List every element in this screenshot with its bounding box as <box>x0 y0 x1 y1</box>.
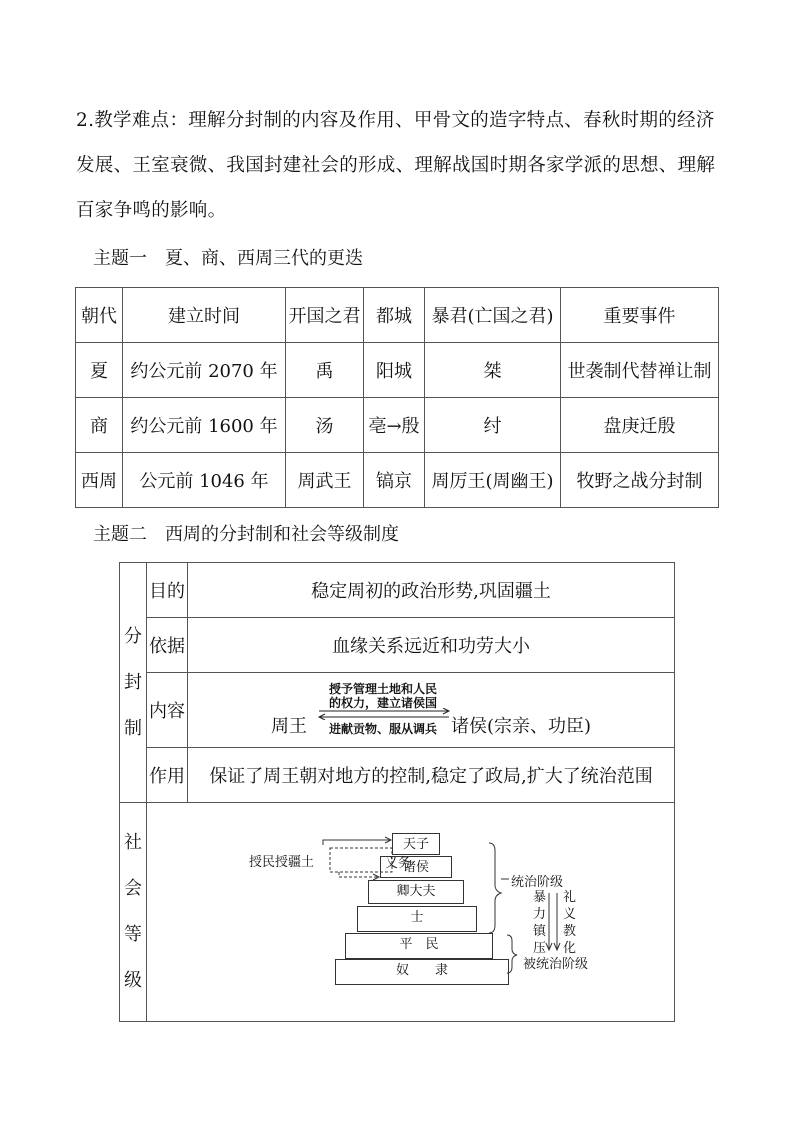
table-cell: 夏 <box>76 343 123 398</box>
table-cell: 纣 <box>425 398 561 453</box>
header-cell: 朝代 <box>76 288 123 343</box>
theme2-heading: 主题二 西周的分封制和社会等级制度 <box>93 524 399 545</box>
table-cell: 盘庚迁殷 <box>561 398 719 453</box>
row-value: 稳定周初的政治形势,巩固疆土 <box>188 563 675 618</box>
ruled-class-label: 被统治阶级 <box>523 957 589 972</box>
vertical-char: 力 <box>533 907 547 922</box>
header-cell: 重要事件 <box>561 288 719 343</box>
level-nuli: 奴 隶 <box>335 959 509 985</box>
table-cell: 镐京 <box>364 453 425 508</box>
table-cell: 约公元前 2070 年 <box>123 343 286 398</box>
table-cell: 周厉王(周幽王) <box>425 453 561 508</box>
ruling-class-label: 统治阶级 <box>511 875 564 890</box>
header-cell: 暴君(亡国之君) <box>425 288 561 343</box>
vertical-char: 化 <box>563 941 577 956</box>
vertical-char: 制 <box>124 717 142 739</box>
hierarchy-arrows-icon <box>147 803 701 1021</box>
level-pingmin: 平 民 <box>345 933 493 959</box>
table-cell: 商 <box>76 398 123 453</box>
table-row <box>120 563 675 618</box>
duty-label: 义务 <box>385 856 412 871</box>
theme1-heading: 主题一 夏、商、西周三代的更迭 <box>93 248 363 269</box>
table-header-row <box>76 288 719 343</box>
table-cell: 周武王 <box>286 453 364 508</box>
table-cell: 约公元前 1600 年 <box>123 398 286 453</box>
table-row <box>120 618 675 673</box>
table-cell: 汤 <box>286 398 364 453</box>
vertical-char: 封 <box>124 671 142 693</box>
shoumin-label: 授民授疆土 <box>249 855 315 870</box>
dynasty-table <box>75 287 719 508</box>
header-cell: 开国之君 <box>286 288 364 343</box>
grant-text-line2: 的权力，建立诸侯国 <box>328 696 437 710</box>
row-value: 血缘关系远近和功劳大小 <box>188 618 675 673</box>
vertical-char: 义 <box>563 907 577 922</box>
table-cell: 桀 <box>425 343 561 398</box>
table-cell: 公元前 1046 年 <box>123 453 286 508</box>
vertical-char: 会 <box>124 878 142 899</box>
table-cell: 亳→殷 <box>364 398 425 453</box>
table-cell: 牧野之战分封制 <box>561 453 719 508</box>
row-label: 依据 <box>147 618 188 673</box>
violence-column <box>533 889 546 957</box>
fengjian-table <box>119 562 675 1022</box>
table-row <box>120 748 675 803</box>
table-cell: 阳城 <box>364 343 425 398</box>
etiquette-column <box>563 889 576 957</box>
header-cell: 都城 <box>364 288 425 343</box>
table-row <box>76 453 719 508</box>
vertical-char: 镇 <box>533 924 547 939</box>
vertical-char: 教 <box>563 924 577 939</box>
row-label: 内容 <box>147 673 188 748</box>
grant-text-line1: 授予管理土地和人民 <box>328 682 437 696</box>
vertical-char: 等 <box>124 924 142 945</box>
social-hierarchy-diagram <box>147 803 675 1022</box>
double-arrow-icon <box>317 708 451 720</box>
table-cell: 世袭制代替禅让制 <box>561 343 719 398</box>
row-value: 保证了周王朝对地方的控制,稳定了政局,扩大了统治范围 <box>188 748 675 803</box>
zhuhou-label: 诸侯(宗亲、功臣) <box>451 716 592 737</box>
table-cell: 禹 <box>286 343 364 398</box>
row-label: 目的 <box>147 563 188 618</box>
table-row <box>120 673 675 748</box>
table-row <box>76 343 719 398</box>
header-cell: 建立时间 <box>123 288 286 343</box>
vertical-char: 压 <box>533 941 547 956</box>
zhouwang-label: 周王 <box>271 716 307 737</box>
group-label-fenfengzhi <box>120 563 147 803</box>
table-cell: 西周 <box>76 453 123 508</box>
level-zhuhou: 诸侯 <box>380 856 452 878</box>
vertical-char: 社 <box>124 832 142 853</box>
group-label-shehuidengji <box>120 803 147 1022</box>
content-diagram-cell <box>188 673 675 748</box>
vertical-char: 暴 <box>533 890 547 905</box>
table-row <box>120 803 675 1022</box>
vertical-char: 礼 <box>563 890 577 905</box>
row-label: 作用 <box>147 748 188 803</box>
vertical-char: 分 <box>124 625 142 647</box>
level-qingdafu: 卿大夫 <box>368 880 464 904</box>
teaching-difficulty-paragraph: 2.教学难点：理解分封制的内容及作用、甲骨文的造字特点、春秋时期的经济发展、王室衰微、我国封建社会的形成、理解战国时期各家学派的思想、理解百家争鸣的影响。 <box>76 110 716 221</box>
vertical-char: 级 <box>124 970 142 991</box>
grant-text <box>319 682 447 710</box>
level-shi: 士 <box>357 906 477 932</box>
tribute-text: 进献贡物、服从调兵 <box>328 722 437 736</box>
level-tianzi: 天子 <box>392 833 440 855</box>
table-row <box>76 398 719 453</box>
